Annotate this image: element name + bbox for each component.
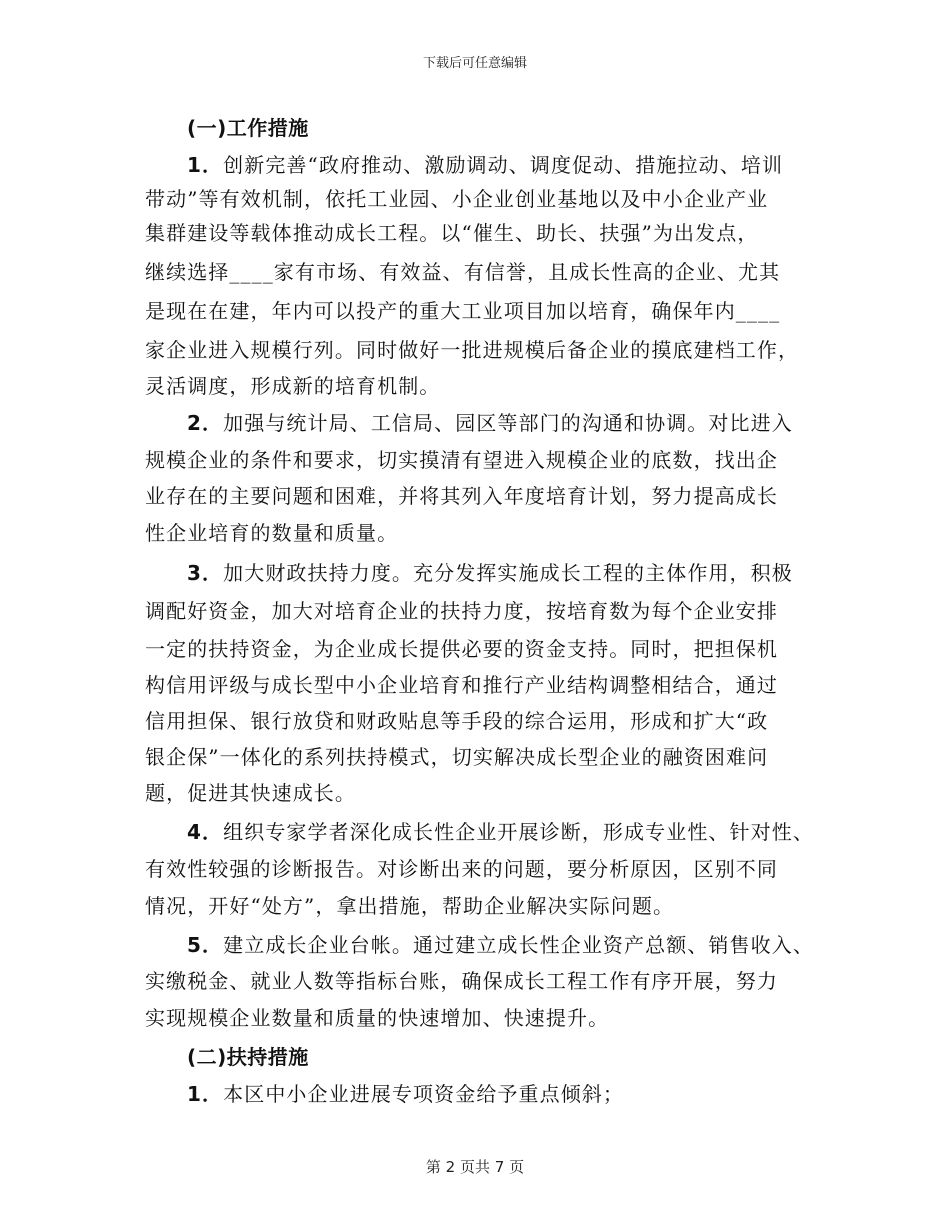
paragraph-1-line-5: 是现在在建，年内可以投产的重大工业项目加以培育，确保年内____ [145,299,781,323]
paragraph-1-line-2: 带动”等有效机制，依托工业园、小企业创业基地以及中小企业产业 [145,187,769,211]
paragraph-1-line-6: 家企业进入规模行列。同时做好一批进规模后备企业的摸底建档工作， [145,338,800,362]
paragraph-3-line-3: 一定的扶持资金，为企业成长提供必要的资金支持。同时，把担保机 [145,637,778,661]
item-number: 1． [187,1082,224,1106]
paragraph-4-line-2: 有效性较强的诊断报告。对诊断出来的问题，要分析原因，区别不同 [145,857,778,881]
paragraph-3-line-5: 信用担保、银行放贷和财政贴息等手段的综合运用，形成和扩大“政 [145,709,769,733]
paragraph-1-line-3: 集群建设等载体推动成长工程。以“催生、助长、扶强”为出发点， [145,221,759,245]
line-text: 建立成长企业台帐。通过建立成长性企业资产总额、销售收入、 [223,933,814,957]
paragraph-2-line-1 [187,409,793,437]
header-note: 下载后可任意编辑 [422,56,527,71]
paragraph-5-line-2: 实缴税金、就业人数等指标台账，确保成长工程工作有序开展，努力 [145,969,778,993]
item-number: 1． [187,153,224,177]
paragraph-4-line-1 [187,818,814,846]
paragraph-4-line-3: 情况，开好“处方”，拿出措施，帮助企业解决实际问题。 [145,894,675,918]
line-text: 创新完善“政府推动、激励调动、调度促动、措施拉动、培训 [223,153,784,177]
line-text: 组织专家学者深化成长性企业开展诊断，形成专业性、针对性、 [223,820,814,844]
line-text: 本区中小企业进展专项资金给予重点倾斜； [223,1082,625,1106]
paragraph-3-line-6: 银企保”一体化的系列扶持模式，切实解决成长型企业的融资困难问 [145,745,769,769]
item-number: 4． [187,820,224,844]
paragraph-2-line-4: 性企业培育的数量和质量。 [145,521,399,545]
section-heading-work-measures: (一)工作措施 [187,116,309,140]
paragraph-1-line-1 [187,151,783,179]
support-item-1 [187,1080,624,1108]
paragraph-3-line-7: 题，促进其快速成长。 [145,781,356,805]
line-text: 加大财政扶持力度。充分发挥实施成长工程的主体作用，积极 [223,561,793,585]
paragraph-3-line-1 [187,559,793,587]
paragraph-2-line-3: 业存在的主要问题和困难，并将其列入年度培育计划，努力提高成长 [145,484,778,508]
paragraph-1-line-4: 继续选择____家有市场、有效益、有信誉，且成长性高的企业、尤其 [145,260,781,284]
line-text: 加强与统计局、工信局、园区等部门的沟通和协调。对比进入 [223,411,793,435]
paragraph-5-line-1 [187,931,814,959]
paragraph-3-line-2: 调配好资金，加大对培育企业的扶持力度，按培育数为每个企业安排 [145,599,778,623]
item-number: 3． [187,561,224,585]
item-number: 2． [187,411,224,435]
paragraph-5-line-3: 实现规模企业数量和质量的快速增加、快速提升。 [145,1006,610,1030]
paragraph-3-line-4: 构信用评级与成长型中小企业培育和推行产业结构调整相结合，通过 [145,673,778,697]
item-number: 5． [187,933,224,957]
section-heading-support-measures: (二)扶持措施 [187,1045,309,1069]
page-number-footer: 第 2 页共 7 页 [425,1158,525,1176]
paragraph-1-line-7: 灵活调度，形成新的培育机制。 [145,374,441,398]
paragraph-2-line-2: 规模企业的条件和要求，切实摸清有望进入规模企业的底数，找出企 [145,448,778,472]
